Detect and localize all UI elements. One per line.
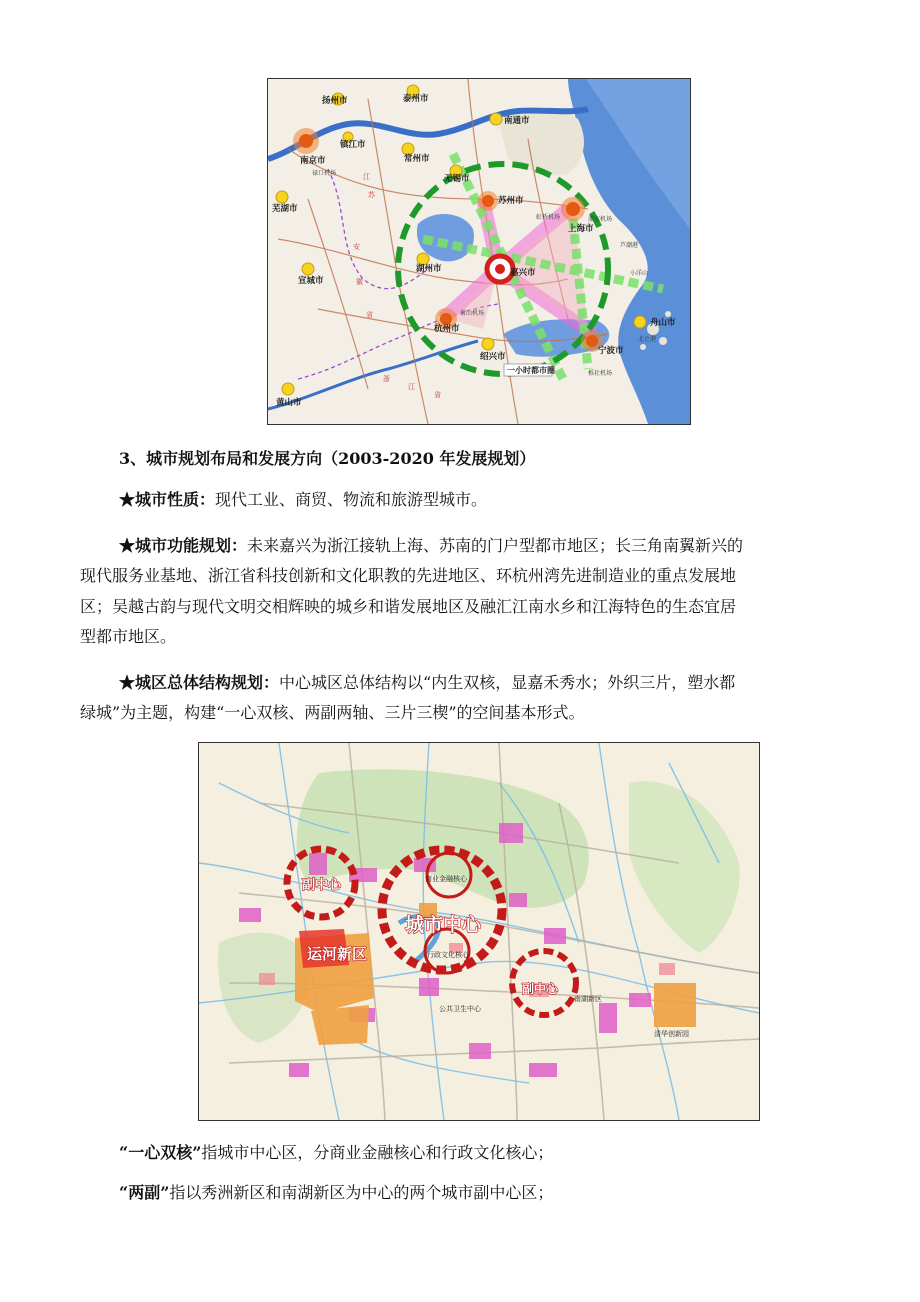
city-label: 南通市 bbox=[504, 116, 530, 126]
structure-text: 中心城区总体结构以“内生双核，显嘉禾秀水；外织三片，塑水都 bbox=[279, 673, 736, 692]
city-label: 常州市 bbox=[404, 154, 430, 164]
function-label: ★城市功能规划： bbox=[119, 536, 248, 555]
city-nature-label: ★城市性质： bbox=[119, 490, 216, 509]
deputy-text: 指以秀洲新区和南湖新区为中心的两个城市副中心区； bbox=[169, 1183, 554, 1202]
function-paragraph-line-1 bbox=[119, 531, 743, 561]
city-label: 苏州市 bbox=[498, 196, 524, 206]
province-label: 省 bbox=[366, 311, 373, 319]
hour-circle-label: 一小时都市圈 bbox=[507, 366, 555, 375]
airport-label: 栎社机场 bbox=[588, 370, 613, 377]
city-label: 芜湖市 bbox=[272, 204, 298, 214]
city-label: 舟山市 bbox=[650, 318, 676, 328]
province-label: 江 bbox=[363, 173, 370, 181]
city-label: 扬州市 bbox=[322, 96, 348, 106]
city-plan-graphic bbox=[199, 743, 759, 1120]
structure-paragraph-line-1 bbox=[119, 668, 735, 698]
core-label: “一心双核” bbox=[119, 1143, 202, 1162]
port-label: 小洋山 bbox=[630, 270, 649, 277]
sub-center-label: 副中心 bbox=[302, 878, 342, 893]
regional-location-map bbox=[267, 78, 691, 425]
city-label: 泰州市 bbox=[403, 94, 429, 104]
city-structure-plan-map bbox=[198, 742, 760, 1121]
city-label: 无锡市 bbox=[444, 174, 470, 184]
airport-label: 萧山机场 bbox=[460, 310, 485, 317]
city-nature-paragraph bbox=[119, 485, 487, 515]
city-label: 南京市 bbox=[300, 156, 326, 166]
regional-map-graphic bbox=[268, 79, 690, 424]
structure-label: ★城区总体结构规划： bbox=[119, 673, 280, 692]
district-label: 运河新区 bbox=[307, 945, 368, 963]
small-map-label: 公共卫生中心 bbox=[439, 1005, 481, 1013]
city-label: 绍兴市 bbox=[480, 352, 506, 362]
small-map-label: 商业金融核心 bbox=[425, 875, 467, 883]
function-paragraph-line-4: 型都市地区。 bbox=[80, 627, 177, 646]
core-text: 指城市中心区，分商业金融核心和行政文化核心； bbox=[201, 1143, 554, 1162]
province-label: 省 bbox=[434, 391, 441, 399]
section-heading: 3、城市规划布局和发展方向（2003-2020 年发展规划） bbox=[119, 449, 536, 468]
airport-label: 虹桥机场 bbox=[536, 214, 561, 221]
airport-label: 浦东机场 bbox=[588, 216, 613, 223]
city-label: 宣城市 bbox=[298, 276, 324, 286]
small-map-label: 南湖新区 bbox=[574, 995, 602, 1003]
port-label: 北仑港 bbox=[638, 336, 657, 343]
province-label: 安 bbox=[353, 243, 360, 251]
function-paragraph-line-3: 区；吴越古韵与现代文明交相辉映的城乡和谐发展地区及融汇江南水乡和江海特色的生态宜居 bbox=[80, 597, 737, 616]
province-label: 苏 bbox=[368, 191, 375, 199]
port-label: 芦潮港 bbox=[620, 242, 639, 249]
function-paragraph-line-2: 现代服务业基地、浙江省科技创新和文化职教的先进地区、环杭州湾先进制造业的重点发展地 bbox=[80, 566, 737, 585]
sub-center-label: 副中心 bbox=[522, 982, 559, 996]
airport-label: 禄口机场 bbox=[312, 170, 337, 177]
small-map-label: 清华创新园 bbox=[654, 1030, 689, 1038]
city-label: 上海市 bbox=[568, 224, 594, 234]
city-label: 湖州市 bbox=[416, 264, 442, 274]
small-map-label: 行政文化核心 bbox=[427, 951, 469, 959]
city-nature-text: 现代工业、商贸、物流和旅游型城市。 bbox=[215, 490, 488, 509]
city-label: 嘉兴市 bbox=[510, 268, 536, 278]
deputy-paragraph bbox=[119, 1178, 553, 1208]
structure-paragraph-line-2: 绿城”为主题，构建“一心双核、两副两轴、三片三楔”的空间基本形式。 bbox=[80, 703, 585, 722]
deputy-label: “两副” bbox=[119, 1183, 170, 1202]
city-label: 镇江市 bbox=[340, 140, 366, 150]
city-center-label: 城市中心 bbox=[405, 914, 482, 936]
province-label: 浙 bbox=[383, 375, 390, 383]
city-label: 黄山市 bbox=[276, 398, 302, 408]
city-label: 宁波市 bbox=[598, 346, 624, 356]
province-label: 江 bbox=[408, 383, 415, 391]
city-label: 杭州市 bbox=[434, 324, 460, 334]
function-text: 未来嘉兴为浙江接轨上海、苏南的门户型都市地区；长三角南翼新兴的 bbox=[247, 536, 744, 555]
core-paragraph bbox=[119, 1138, 553, 1168]
province-label: 徽 bbox=[356, 278, 363, 286]
